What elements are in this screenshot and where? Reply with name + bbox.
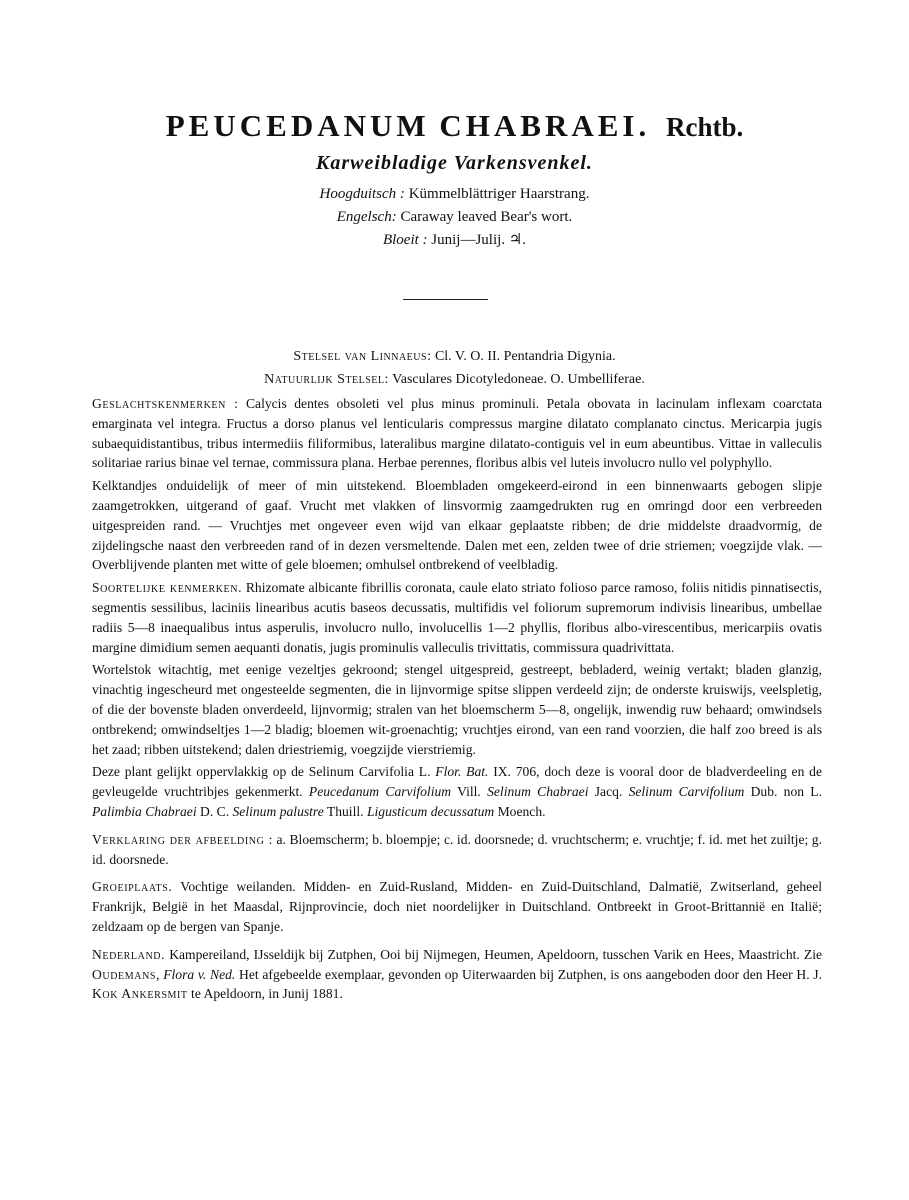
species-characters-dutch-paragraph (92, 660, 822, 759)
natural-system-label: Natuurlijk Stelsel: (264, 372, 389, 387)
netherlands-text-d: te Apeldoorn, in Junij 1881. (187, 986, 343, 1002)
page-title (0, 108, 909, 145)
natural-system-value: Vasculares Dicotyledoneae. O. Umbelliferae. (392, 372, 645, 387)
bloom-label: Bloeit : (382, 232, 428, 248)
netherlands-text-b: , (156, 966, 164, 982)
netherlands-paragraph (92, 945, 822, 1004)
linnaeus-value: Cl. V. O. II. Pentandria Digynia. (434, 349, 616, 364)
collector-name: Kok Ankersmit (92, 986, 188, 1002)
natural-system-line (0, 370, 909, 390)
synonym-6: Ligusticum decussatum (366, 803, 495, 819)
species-characters-label: Soortelijke kenmerken. (92, 580, 243, 596)
figure-legend-label: Verklaring der afbeelding : (92, 831, 273, 847)
habitat-label: Groeiplaats. (92, 879, 173, 895)
synonyms-text-h: Moench. (494, 803, 546, 819)
synonyms-text-b: IX. 706, doch deze is vooral door de bladverdeeling en de gevleugelde vruchtribjes gekenmerkt. (92, 764, 823, 800)
english-label: Engelsch: (336, 209, 397, 225)
synonyms-text-c: Vill. (451, 784, 488, 800)
habitat-text: Vochtige weilanden. Midden- en Zuid-Rusland, Midden- en Zuid-Duitschland, Dalmatië, Zwitserland, geheel Frankrijk, België in het Maasdal, Rijnprovincie, doch niet noordelijker in Duitschland. Ontbreekt in Groot-Brittannië en Italië; zeldzaam op de bergen van Spanje. (92, 879, 823, 934)
genus-characters-dutch-text: Kelktandjes onduidelijk of meer of min uitstekend. Bloembladen omgekeerd-eirond in een binnenwaarts gebogen slipje zaamgetrokken, uitgerand of gaaf. Vrucht met vlakken of linsvormig zaamgedrukten rug en omringd door een verbreeden uitgespreiden rand. — Vruchtjes met ongeveer even wijd van elkaar geplaatste ribben; de drie middelste draadvormig, de zijdelingsche naast den verbreeden rand of in dezen versmeltende. Dalen met een, zelden twee of drie striemen; voegzijde vlak. — Overblijvende planten met witte of gele bloemen; omhulsel ontbrekend of veelbladig. (92, 478, 822, 573)
title-genus: PEUCEDANUM (165, 108, 430, 143)
german-value: Kümmelblättriger Haarstrang. (408, 186, 590, 202)
genus-characters-text: Calycis dentes obsoleti vel plus minus prominuli. Petala obovata in lacinulam inflexam coarctata emarginata vel integra. Fructus a dorso planus vel lenticularis compressus margine dilatato complanato cinctus. Mericarpia jugis subaequidistantibus, tribus intermediis filiformibus, lateralibus margine dilatato-contiguis vel in eum abeuntibus. Vittae in valleculis solitariae rarius binae vel ternae, commissura plana. Herbae perennes, floribus albis vel luteis involucro nullo vel polyphyllo. (92, 396, 822, 471)
synonym-1: Peucedanum Carvifolium (308, 784, 452, 800)
synonym-5: Selinum palustre (232, 803, 324, 819)
description-body (92, 394, 822, 1004)
figure-legend-text: a. Bloemscherm; b. bloempje; c. id. doorsnede; d. vruchtscherm; e. vruchtje; f. id. met het zuiltje; g. id. doorsnede. (92, 831, 822, 867)
author-oudemans: Oudemans (92, 966, 157, 982)
species-characters-dutch-text: Wortelstok witachtig, met eenige vezeltjes gekroond; stengel uitgespreid, gestreept, bebladerd, weinig vertakt; bladen glanzig, vinachtig ingescheurd met ongesteelde segmenten, die in lijnvormige spitse slippen verdeeld zijn; de onderste kruiswijs, veelspletig, of die der bovenste bladen onverdeeld, lijnvormig; stralen van het bloemscherm 5—8, ongelijk, inwendig ruw behaard; omwindsels ontbrekend; omwindseltjes 1—2 bladig; bloemen wit-groenachtig; vruchtjes eirond, van een rand voorzien, die half zoo breed is als het zaad; ribben uitstekend; dalen driestriemig, voegzijde vierstriemig. (92, 662, 822, 757)
netherlands-label: Nederland. (92, 946, 166, 962)
genus-characters-dutch-paragraph (92, 476, 822, 575)
dutch-name: Karweibladige Varkensvenkel. (316, 152, 593, 174)
bloom-value: Junij—Julij. ♃. (431, 232, 527, 248)
genus-characters-label: Geslachtskenmerken : (92, 396, 239, 411)
synonyms-text-a: Deze plant gelijkt oppervlakkig op de Selinum Carvifolia L. (92, 764, 436, 780)
species-characters-paragraph (92, 578, 822, 657)
bloom-line (0, 230, 909, 250)
linnaeus-label: Stelsel van Linnaeus: (293, 349, 432, 364)
synonym-3: Selinum Carvifolium (628, 784, 745, 800)
synonyms-paragraph (92, 762, 822, 821)
species-characters-text: Rhizomate albicante fibrillis coronata, caule elato striato folioso parce ramoso, foliis nitidis pinnatisectis, segmentis sessilibus, laciniis linearibus acutis baseos decussatis, multifidis vel foliorum supremorum indivisis linearibus, umbellae radiis 5—8 inaequalibus intus asperulis, involucro nullo, involucellis 1—2 phyllis, floribus albo-virescentibus, mericarpiis ovatis margine dimidium semen aequanti donatis, jugis prominulis valleculis trivittatis, commissura quadrivittata. (92, 580, 822, 655)
german-name-line (0, 184, 909, 204)
synonym-2: Selinum Chabraei (487, 784, 589, 800)
synonyms-text-e: Dub. non L. (744, 784, 822, 800)
synonym-4: Palimbia Chabraei (92, 803, 197, 819)
english-name-line (0, 207, 909, 227)
figure-legend-paragraph (92, 830, 822, 870)
title-species: CHABRAEI. (439, 108, 651, 143)
title-author: Rchtb. (665, 112, 744, 142)
habitat-paragraph (92, 877, 822, 936)
flora-reference: Flora v. Ned. (163, 966, 236, 982)
synonyms-ref-flora: Flor. Bat. (435, 764, 489, 780)
synonyms-text-d: Jacq. (588, 784, 629, 800)
synonyms-text-g: Thuill. (323, 803, 367, 819)
english-value: Caraway leaved Bear's wort. (400, 209, 573, 225)
divider-rule (403, 299, 488, 300)
linnaeus-system-line (0, 347, 909, 367)
german-label: Hoogduitsch : (319, 186, 405, 202)
netherlands-text-c: Het afgebeelde exemplaar, gevonden op Uiterwaarden bij Zutphen, is ons aangeboden door den Heer H. J. (235, 966, 822, 982)
genus-characters-paragraph (92, 394, 822, 473)
synonyms-text-f: D. C. (196, 803, 233, 819)
netherlands-text-a: Kampereiland, IJsseldijk bij Zutphen, Ooi bij Nijmegen, Heumen, Apeldoorn, tusschen Varik en Hees, Maastricht. Zie (169, 946, 822, 962)
